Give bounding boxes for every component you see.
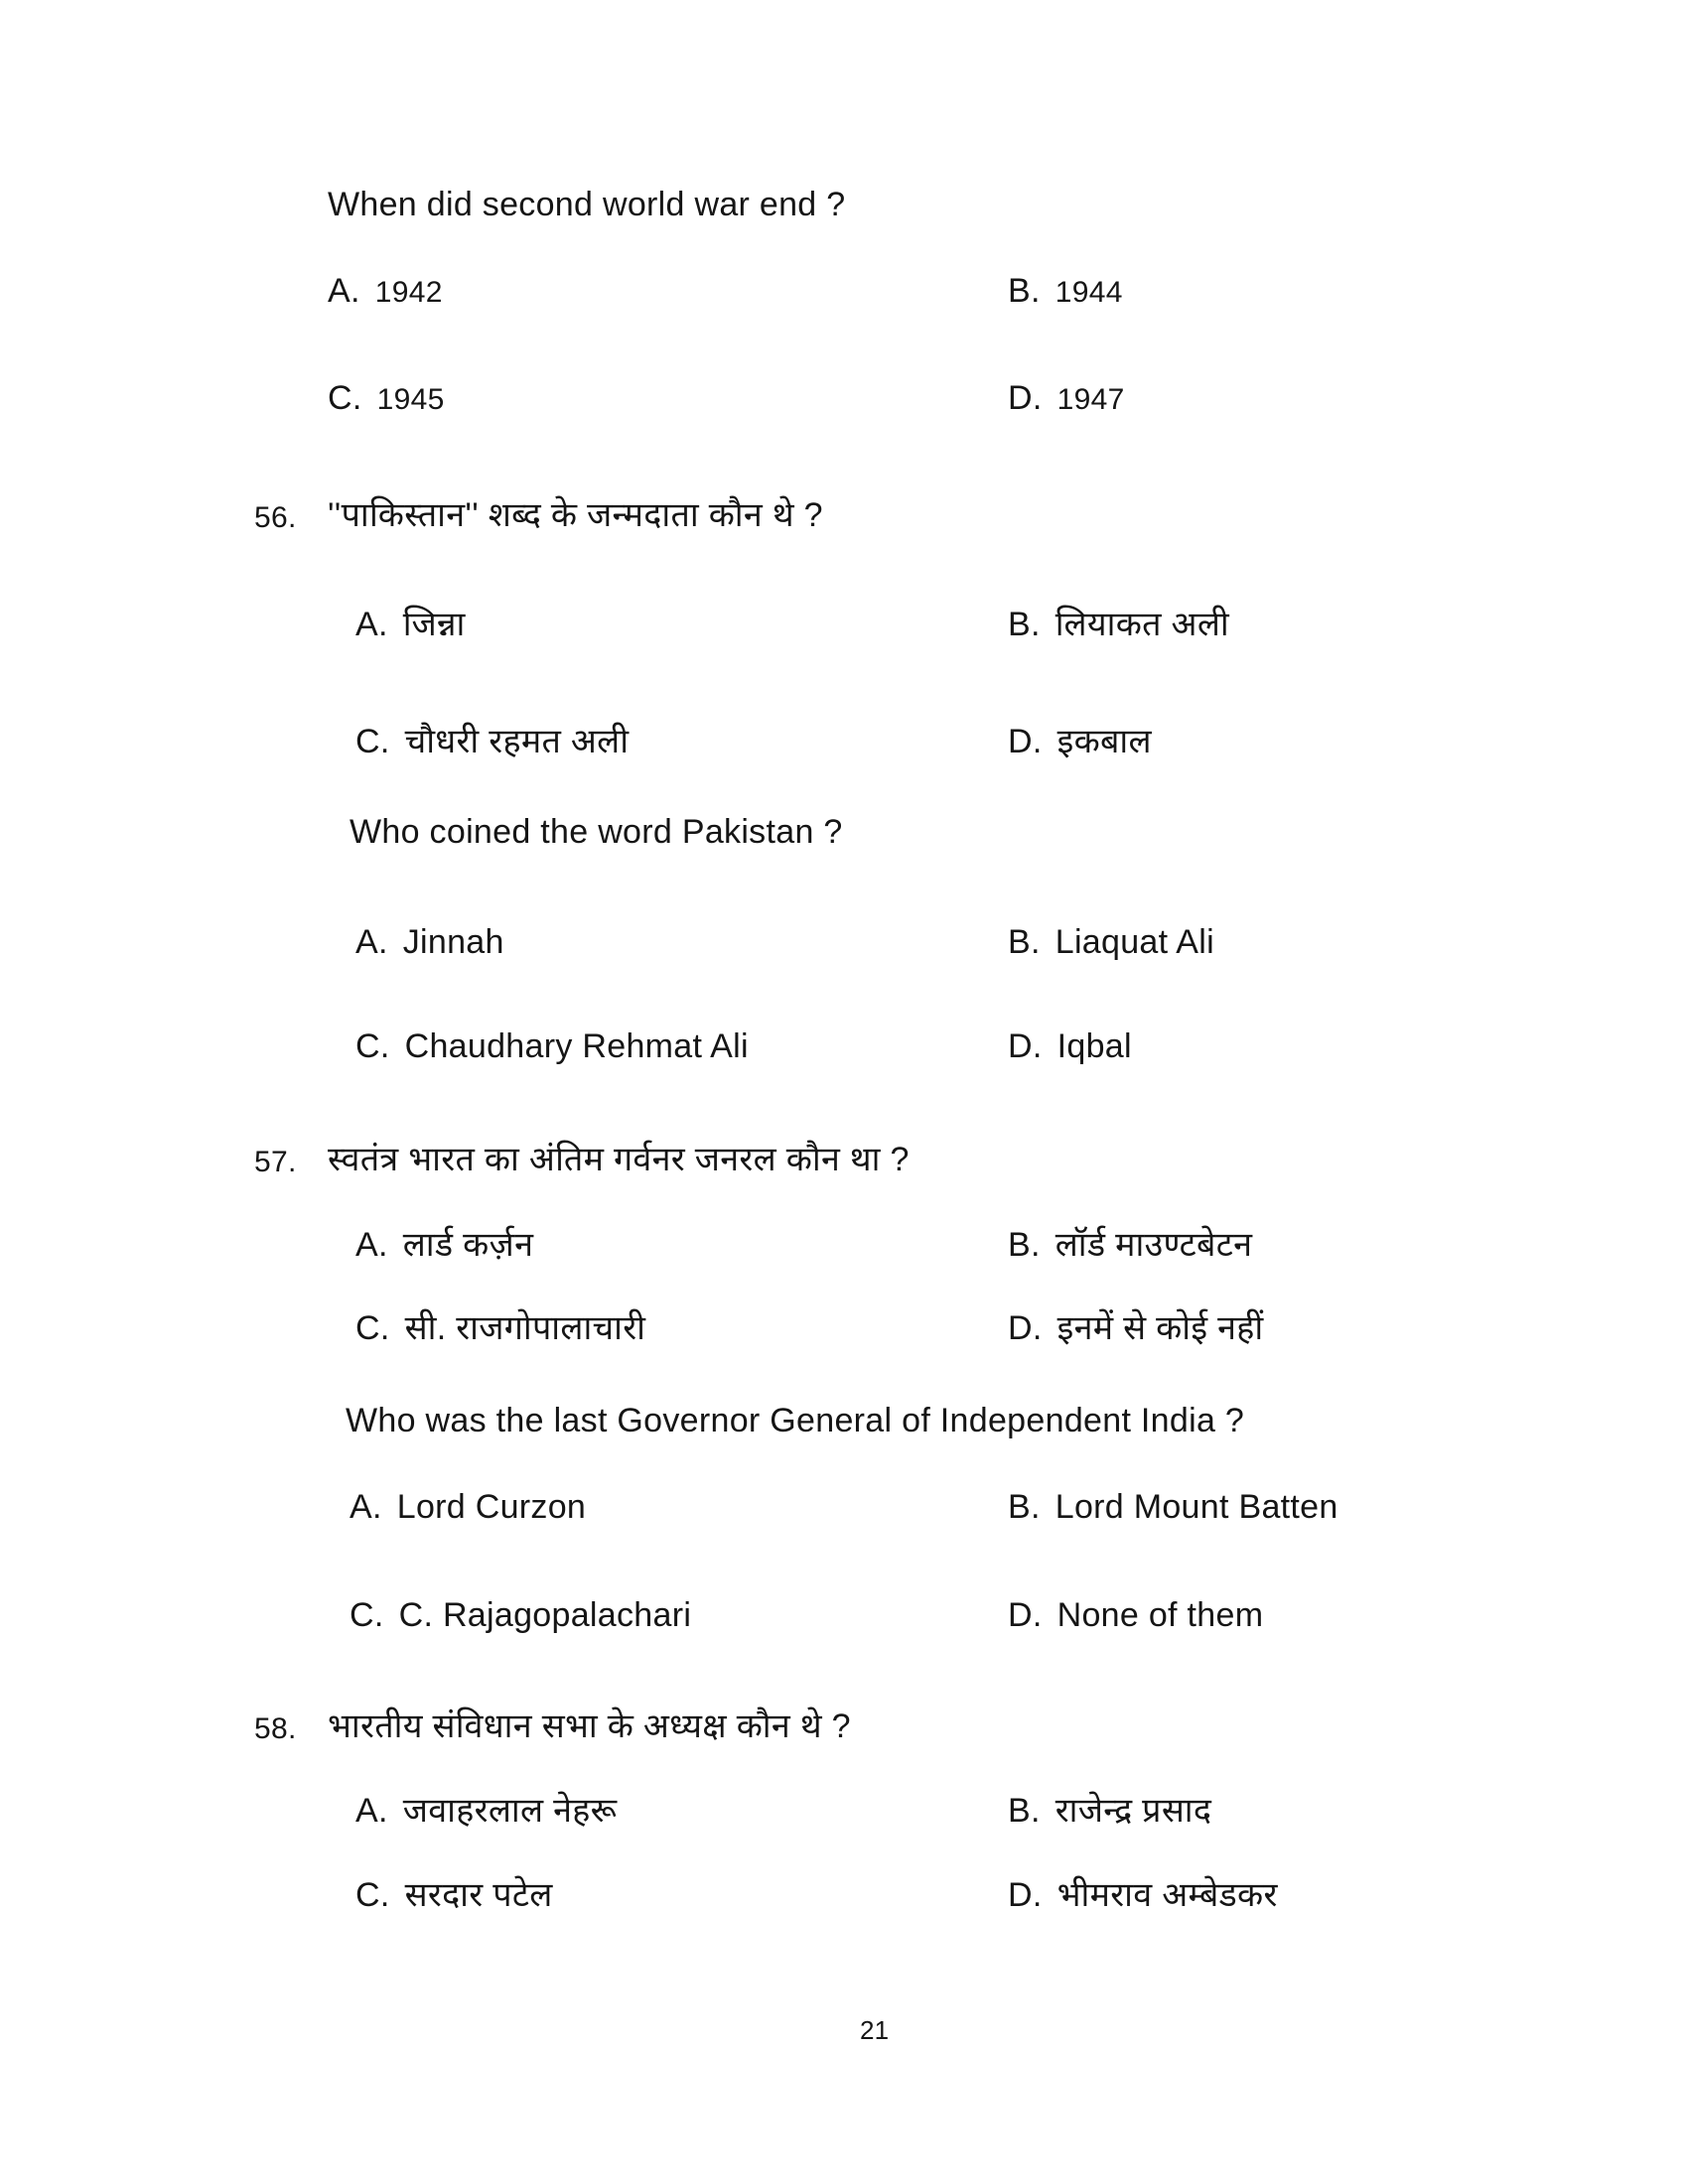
option-text: Liaquat Ali	[1055, 923, 1214, 961]
option-text: राजेन्द्र प्रसाद	[1055, 1792, 1212, 1830]
option-a-hindi	[355, 604, 466, 646]
question-number: 57.	[254, 1146, 297, 1178]
option-text: Lord Curzon	[396, 1488, 587, 1526]
option-b-english	[1008, 921, 1214, 964]
option-text: Lord Mount Batten	[1055, 1488, 1338, 1526]
option-letter: B.	[1008, 272, 1041, 310]
option-a-english	[350, 1486, 586, 1529]
option-letter: A.	[355, 1226, 388, 1264]
option-b-english	[1008, 1486, 1338, 1529]
option-letter: D.	[1008, 1027, 1043, 1065]
option-letter: A.	[355, 606, 388, 643]
option-letter: C.	[350, 1596, 384, 1634]
option-text: 1945	[376, 383, 445, 416]
option-letter: B.	[1008, 606, 1041, 643]
option-letter: B.	[1008, 923, 1041, 961]
option-b-hindi	[1008, 604, 1229, 646]
option-d	[1008, 377, 1125, 420]
option-a-english	[355, 921, 504, 964]
option-text: Jinnah	[402, 923, 504, 961]
option-letter: B.	[1008, 1488, 1041, 1526]
question-text-english: When did second world war end ?	[328, 186, 846, 223]
option-text: इकबाल	[1056, 723, 1152, 760]
option-text: भीमराव अम्बेडकर	[1056, 1876, 1278, 1914]
option-text: 1947	[1056, 383, 1125, 416]
question-number: 58.	[254, 1712, 297, 1745]
option-d-english	[1008, 1025, 1132, 1068]
option-d-hindi	[1008, 1874, 1278, 1917]
option-text: चौधरी रहमत अली	[404, 723, 630, 760]
option-letter: A.	[328, 272, 360, 310]
option-c-english	[350, 1594, 691, 1637]
option-text: लियाकत अली	[1055, 606, 1229, 643]
option-text: लॉर्ड माउण्टबेटन	[1055, 1226, 1253, 1264]
option-d-hindi	[1008, 1307, 1263, 1350]
option-letter: B.	[1008, 1226, 1041, 1264]
option-text: 1942	[374, 276, 443, 309]
option-letter: A.	[355, 923, 388, 961]
option-letter: D.	[1008, 723, 1043, 760]
option-letter: C.	[355, 723, 390, 760]
option-text: Chaudhary Rehmat Ali	[404, 1027, 749, 1065]
option-letter: A.	[355, 1792, 388, 1830]
option-text: जवाहरलाल नेहरू	[402, 1792, 618, 1830]
option-text: सरदार पटेल	[404, 1876, 553, 1914]
option-text: Iqbal	[1056, 1027, 1132, 1065]
option-a-hindi	[355, 1790, 617, 1833]
option-a-hindi	[355, 1224, 533, 1267]
option-letter: D.	[1008, 1309, 1043, 1347]
question-text-english: Who was the last Governor General of Independent India ?	[346, 1402, 1245, 1439]
option-a	[328, 270, 443, 313]
option-b-hindi	[1008, 1790, 1211, 1833]
option-letter: D.	[1008, 1596, 1043, 1634]
option-letter: A.	[350, 1488, 382, 1526]
option-text: सी. राजगोपालाचारी	[404, 1309, 646, 1347]
option-text: 1944	[1055, 276, 1123, 309]
option-text: जिन्ना	[402, 606, 466, 643]
option-c-hindi	[355, 1874, 553, 1917]
option-letter: C.	[355, 1309, 390, 1347]
option-d-hindi	[1008, 721, 1152, 763]
question-text-hindi: ''पाकिस्तान'' शब्द के जन्मदाता कौन थे ?	[328, 496, 823, 534]
option-letter: D.	[1008, 1876, 1043, 1914]
option-b-hindi	[1008, 1224, 1252, 1267]
option-b	[1008, 270, 1123, 313]
option-letter: C.	[328, 379, 362, 417]
question-text-english: Who coined the word Pakistan ?	[350, 813, 843, 851]
option-text: लार्ड कर्ज़न	[402, 1226, 534, 1264]
question-text-hindi: भारतीय संविधान सभा के अध्यक्ष कौन थे ?	[328, 1707, 851, 1745]
question-number: 56.	[254, 501, 297, 534]
option-text: None of them	[1056, 1596, 1264, 1634]
option-text: C. Rajagopalachari	[398, 1596, 692, 1634]
option-letter: C.	[355, 1876, 390, 1914]
option-letter: C.	[355, 1027, 390, 1065]
question-text-hindi: स्वतंत्र भारत का अंतिम गर्वनर जनरल कौन था ?	[328, 1141, 910, 1178]
option-c-hindi	[355, 1307, 645, 1350]
option-c	[328, 377, 445, 420]
option-c-english	[355, 1025, 749, 1068]
option-c-hindi	[355, 721, 629, 763]
option-text: इनमें से कोई नहीं	[1056, 1309, 1264, 1347]
option-d-english	[1008, 1594, 1263, 1637]
option-letter: B.	[1008, 1792, 1041, 1830]
option-letter: D.	[1008, 379, 1043, 417]
page-number: 21	[860, 2015, 890, 2045]
